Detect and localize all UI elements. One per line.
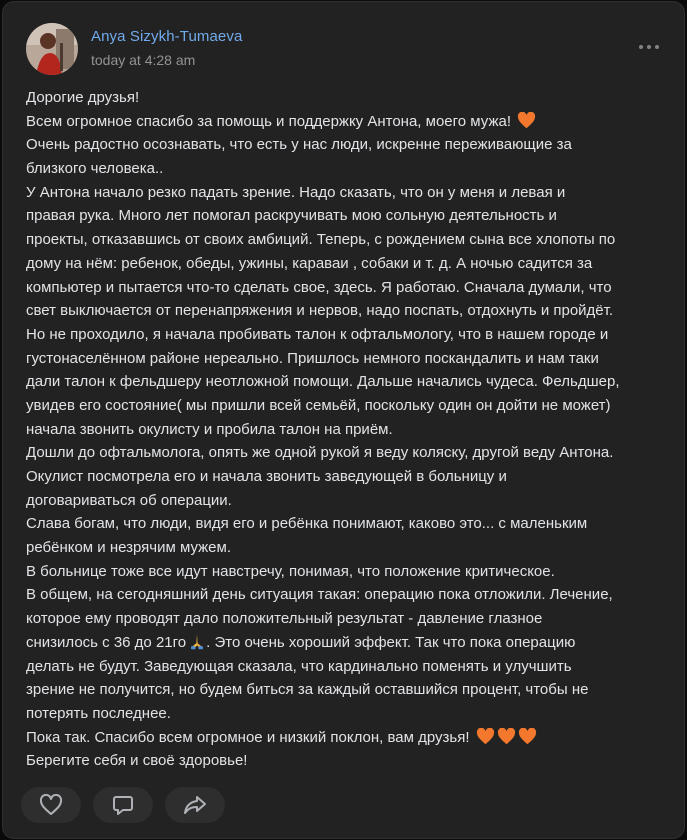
text-line: дали талон к фельдшеру неотложной помощи. Дальше начались чудеса. Фельдшер,	[26, 373, 620, 391]
text-line: У Антона начало резко падать зрение. Надо сказать, что он у меня и левая и	[26, 183, 566, 201]
text-line: снизилось с 36 до 21го . Это очень хороший эффект. Так что пока операцию	[26, 633, 576, 651]
more-dots-icon[interactable]	[631, 38, 667, 56]
text-line: близкого человека..	[26, 160, 164, 178]
like-button[interactable]	[21, 787, 81, 823]
text-line: Дошли до офтальмолога, опять же одной рукой я веду коляску, другой веду Антона.	[26, 444, 614, 462]
author-name[interactable]: Anya Sizykh-Tumaeva	[91, 28, 243, 45]
text-line: компьютер и пытается что-то сделать свое, здесь. Я работаю. Сначала думали, что	[26, 278, 612, 296]
post-timestamp[interactable]: today at 4:28 am	[91, 52, 196, 68]
action-bar	[21, 787, 225, 823]
text-line: Всем огромное спасибо за помощь и поддержку Антона, моего мужа!	[26, 110, 671, 134]
text-line: В больнице тоже все идут навстречу, понимая, что положение критическое.	[26, 562, 555, 580]
text-line: увидев его состояние( мы пришли всей семьёй, поскольку один он дойти не может)	[26, 396, 611, 414]
orange-heart-icon	[497, 728, 516, 745]
comment-icon	[112, 794, 134, 816]
orange-heart-icon	[517, 112, 536, 129]
text-line: Слава богам, что люди, видя его и ребёнка понимают, каково это... с маленьким	[26, 515, 588, 533]
text-line: потерять последнее.	[26, 704, 171, 722]
post-text	[26, 86, 671, 773]
text-line: правая рука. Много лет помогал раскручивать мою сольную деятельность и	[26, 207, 557, 225]
text-line: зрение не получится, но будем биться за каждый оставшийся процент, чтобы не	[26, 681, 589, 699]
text-line: Очень радостно осознавать, что есть у нас люди, искренне переживающие за	[26, 136, 572, 154]
like-heart-icon	[39, 794, 63, 816]
folded-hands-icon	[188, 632, 206, 650]
text-line: Дорогие друзья!	[26, 89, 140, 106]
text-line: Берегите себя и своё здоровье!	[26, 752, 248, 770]
avatar[interactable]	[26, 23, 78, 75]
text-line: договариваться об операции.	[26, 491, 232, 509]
text-line: делать не будут. Заведующая сказала, что кардинально поменять и улучшить	[26, 657, 572, 675]
share-button[interactable]	[165, 787, 225, 823]
text-line: дому на нём: ребенок, обеды, ужины, караваи , собаки и т. д. А ночью садится за	[26, 254, 593, 272]
text-line: начала звонить окулисту и пробила талон на приём.	[26, 420, 393, 438]
text-line: Пока так. Спасибо всем огромное и низкий поклон, вам друзья!	[26, 726, 671, 750]
post-card	[2, 1, 685, 839]
share-icon	[183, 794, 207, 816]
text-line: Но не проходило, я начала пробивать талон к офтальмологу, что в нашем городе и	[26, 325, 609, 343]
text-line: которое ему проводят дало положительный результат - давление глазное	[26, 610, 543, 628]
orange-heart-icon	[518, 728, 537, 745]
text-line: густонаселённом районе нереально. Пришлось немного поскандалить и нам таки	[26, 349, 599, 367]
orange-heart-icon	[476, 728, 495, 745]
text-line: ребёнком и незрячим мужем.	[26, 539, 231, 557]
text-line: свет выключается от перенапряжения и нервов, надо поспать, отдохнуть и пройдёт.	[26, 302, 614, 320]
text-line: В общем, на сегодняшний день ситуация такая: операцию пока отложили. Лечение,	[26, 586, 613, 604]
comment-button[interactable]	[93, 787, 153, 823]
text-line: Окулист посмотрела его и начала звонить заведующей в больницу и	[26, 468, 507, 485]
text-line: проекты, отказавшись от своих амбиций. Теперь, с рождением сына все хлопоты по	[26, 231, 616, 249]
